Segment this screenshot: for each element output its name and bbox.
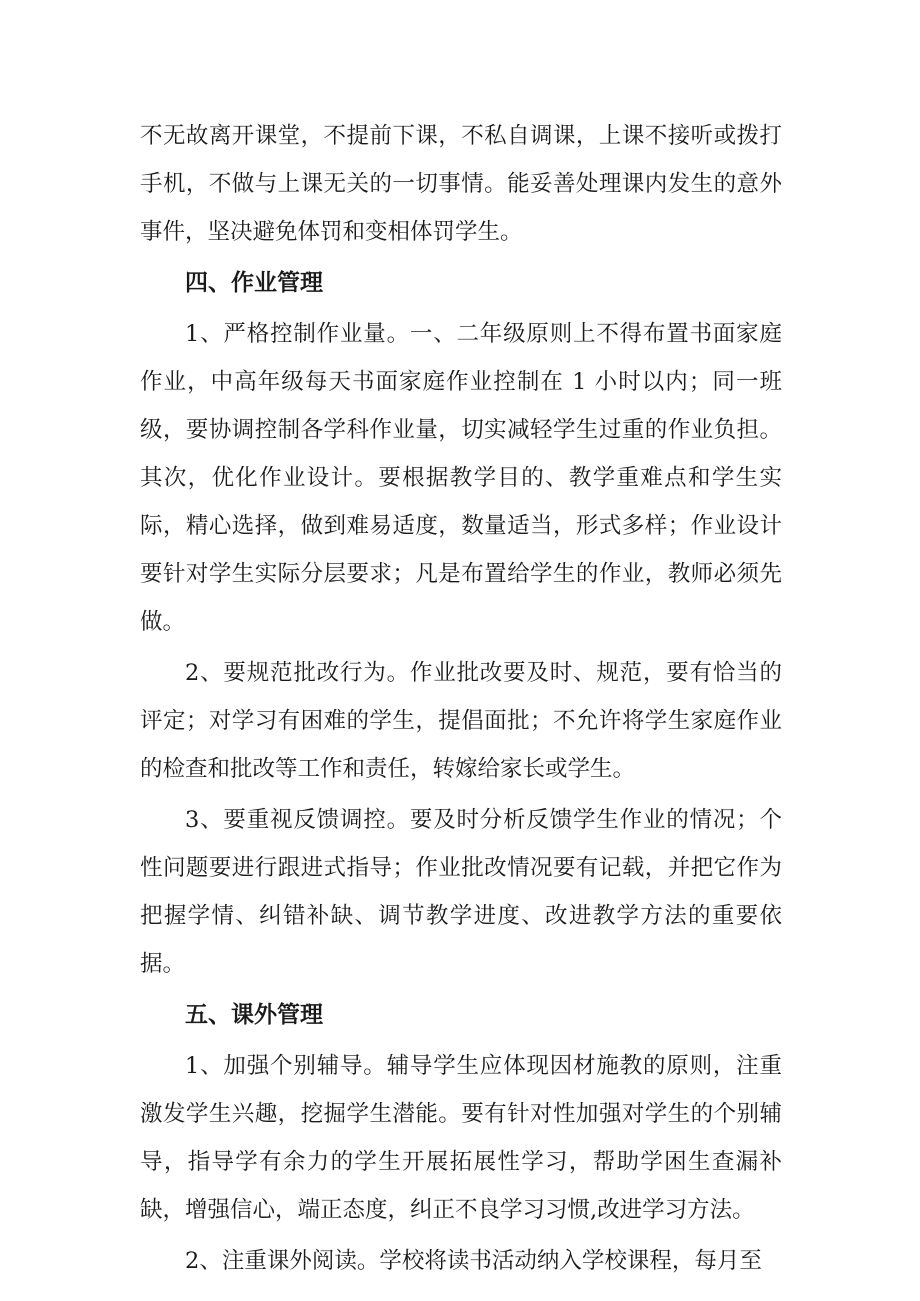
paragraph-homework-amount: 1、严格控制作业量。一、二年级原则上不得布置书面家庭作业，中高年级每天书面家庭作业控制在 1 小时以内；同一班级，要协调控制各学科作业量，切实减轻学生过重的作业负担。其次，优化作业设计。要根据教学目的、教学重难点和学生实际，精心选择，做到难易适度，数量适当，形式多样；作业设计要针对学生实际分层要求；凡是布置给学生的作业，教师必须先做。 (140, 321, 782, 635)
section-heading-extracurricular-management: 五、课外管理 (185, 1002, 323, 1028)
document-body (140, 112, 782, 1288)
paragraph-homework-grading: 2、要规范批改行为。作业批改要及时、规范，要有恰当的评定；对学习有困难的学生，提倡面批；不允许将学生家庭作业的检查和批改等工作和责任，转嫁给家长或学生。 (140, 660, 782, 782)
paragraph-homework-feedback: 3、要重视反馈调控。要及时分析反馈学生作业的情况；个性问题要进行跟进式指导；作业批改情况要有记载，并把它作为把握学情、纠错补缺、调节教学进度、改进教学方法的重要依据。 (140, 807, 782, 977)
paragraph-classroom-conduct: 不无故离开课堂，不提前下课，不私自调课，上课不接听或拨打手机，不做与上课无关的一切事情。能妥善处理课内发生的意外事件，坚决避免体罚和变相体罚学生。 (140, 123, 782, 245)
section-heading-homework-management: 四、作业管理 (185, 270, 323, 296)
paragraph-extracurricular-reading: 2、注重课外阅读。学校将读书活动纳入学校课程，每月至 (185, 1248, 762, 1274)
paragraph-individual-tutoring: 1、加强个别辅导。辅导学生应体现因材施教的原则，注重激发学生兴趣，挖掘学生潜能。要有针对性加强对学生的个别辅导，指导学有余力的学生开展拓展性学习，帮助学困生查漏补缺，增强信心，端正态度，纠正不良学习习惯,改进学习方法。 (140, 1053, 782, 1223)
